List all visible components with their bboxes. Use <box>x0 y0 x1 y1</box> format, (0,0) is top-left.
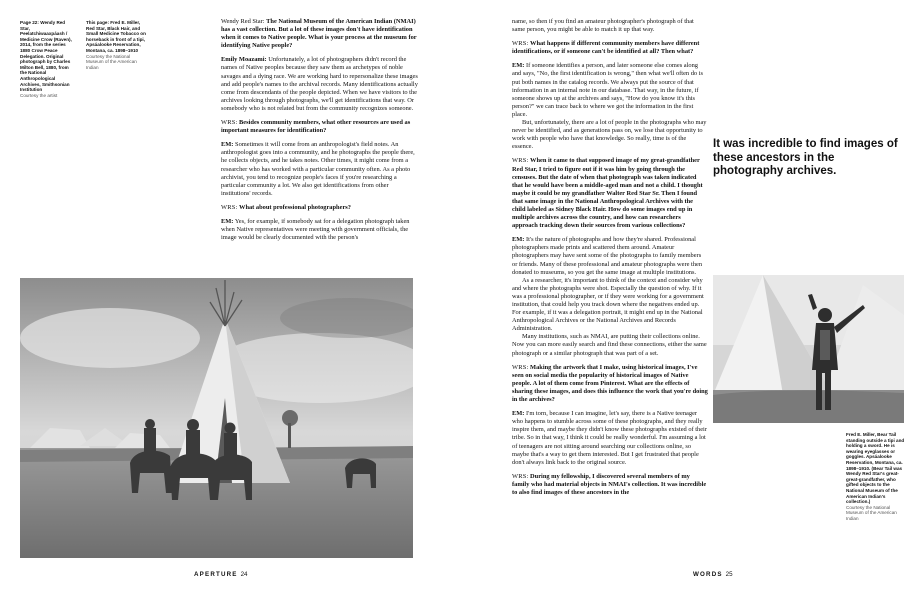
speaker-em: EM: <box>512 410 525 418</box>
folio-label: APERTURE <box>194 571 238 578</box>
speaker-wrs: WRS: <box>221 119 238 127</box>
answer-paragraph: But, unfortunately, there are a lot of people in the photographs who may never be identified, and as generations pass on, we lose that opportunity to work with people who have that knowledge. So really, time is of the essence. <box>512 119 707 151</box>
answer-text: It's the nature of photographs and how they're shared. Professional photographers made prints and scattered them around. Amateur photographers may have sent some of the photographs to family members or friends. Many of these professional and amateur photographs were then donated to museums, so you get the same image at multiple institutions. <box>512 236 703 276</box>
caption-text: Fred E. Miller, Bear Tail standing outside a tipi and holding a sword. He is wearing eyeglasses or goggles. Apsáalooke Reservation, Montana, ca. 1898–1910. (Bear Tail was Wendy Red Star's great-great-grandfather, who gifted objects to the National Museum of the American Indian's collection.) <box>846 432 905 505</box>
speaker-wrs: WRS: <box>512 472 529 480</box>
speaker-wrs: WRS: <box>512 40 529 48</box>
question-text: What about professional photographers? <box>239 203 351 211</box>
folio-left <box>194 571 247 578</box>
answer-text: I'm torn, because I can imagine, let's say, there is a Native teenager who happens to stumble across some of these photographs, and they really inspire them, and maybe they didn't know these photographs existed of their tribe. So in that way, I think it could be really wonderful. I'm assuming a lot of teenagers are not sitting around searching our collections online, so maybe that's a way to get them interested. But I get frustrated that people don't always link back to the original source. <box>512 410 707 466</box>
photo-illustration <box>713 275 904 423</box>
photo-illustration <box>20 278 413 558</box>
answer-text: Yes, for example, if somebody sat for a delegation photograph taken when Native representatives were meeting with government officials, the image would be clearly documented with the person's <box>221 217 410 242</box>
speaker-wrs: WRS: <box>512 157 529 165</box>
caption-credit: Courtesy the artist <box>20 92 58 98</box>
speaker-wrs: WRS: <box>512 363 529 371</box>
speaker-em: EM: <box>512 62 525 70</box>
caption-text: Fred E. Miller, Red Star, Black Hair, and Small Medicine Tobacco on horseback in front of a tipi, Apsáalooke Reservation, Montana, ca. 1898–1910 <box>86 20 146 53</box>
question-text: When it came to that supposed image of my great-grandfather Red Star, I tried to figure out if it was him by going through the censuses. But the date of when that photograph was taken indicated that he would have been a middle-aged man and not a child. I thought maybe it could be my grandfather Walter Red Star Sr. Then I found that same image in the National Anthropological Archives with the child labeled as Sidney Black Hair. How do some images end up in multiple archives across the country, and how can researchers approach tracking down their sources from various collections? <box>512 157 703 230</box>
speaker-wrs: WRS: <box>221 203 238 211</box>
answer-text: Unfortunately, a lot of photographers didn't record the names of Native peoples because they saw them as archetypes of noble savages and a dying race. We are working hard to repersonalize these images and add people's names to the archival records. Many identifications actually come from descendants of the people depicted. When we have visitors to the archives looking through photographs, we'll get identifications that way. Or somebody who is not related but from the community recognizes someone. <box>221 56 418 112</box>
folio-right <box>693 571 733 578</box>
continued-text: name, so then if you find an amateur photographer's photograph of that same person, you might be able to match it up that way. <box>512 18 694 34</box>
right-text-column <box>512 18 708 503</box>
caption-text: Wendy Red Star, Peelatchiwaaxpáash / Medicine Crow (Raven), 2014, from the series 1880 Crow Peace Delegation. Original photograph by Charles Milton Bell, 1880, from the National Anthropological Archives, Smithsonian Institution <box>20 20 72 93</box>
speaker-em: Emily Moazami: <box>221 56 267 64</box>
page-number: 25 <box>725 571 733 578</box>
folio-label: WORDS <box>693 571 723 578</box>
question-text: Besides community members, what other resources are used as important measures for identification? <box>221 119 411 135</box>
caption-bear-tail <box>846 432 906 522</box>
question-text: The National Museum of the American Indian (NMAI) has a vast collection. But a lot of these images don't have identification when it comes to Native people. What is your process at the museum for identifying Native people? <box>221 18 417 50</box>
caption-credit: Courtesy the National Museum of the American Indian <box>86 53 137 70</box>
answer-text: Sometimes it will come from an anthropologist's field notes. An anthropologist goes into a community, and he photographs the people there, he collects objects, and he takes notes. Other times, it might come from a researcher who has worked with a particular community often. As a photo archivist, you tend to recognize people's faces if you're researching a particular community a lot. We also get identifications from other institutions' records. <box>221 141 415 197</box>
answer-text: If someone identifies a person, and later someone else comes along and says, "No, the first identification is wrong," then what we'll often do is put both names in the catalog records. We always put the source of that information in an internal note in our database. That way, in the future, if someone shows up at the archives and says, "How do you know it's this person?" we can trace back to where we got the information in the first place. <box>512 62 703 118</box>
question-text: During my fellowship, I discovered several members of my family who had material objects in NMAI's collection. It was incredible to also find images of these ancestors in the <box>512 472 707 496</box>
photo-riders-tipi <box>20 278 413 558</box>
photo-bear-tail <box>713 275 904 423</box>
caption-credit: Courtesy the National Museum of the American Indian <box>846 504 897 521</box>
answer-paragraph: Many institutions, such as NMAI, are putting their collections online. Now you can more easily search and find these connections, either the same photograph or a similar photograph that was part of a set. <box>512 333 707 357</box>
speaker-em: EM: <box>221 141 234 149</box>
caption-label: This page: <box>86 20 109 25</box>
left-text-column <box>221 18 419 248</box>
caption-label: Page 22: <box>20 20 39 25</box>
speaker-em: EM: <box>512 236 525 244</box>
question-text: What happens if different community members have different identifications, or if someone can't be identified at all? Then what? <box>512 40 700 56</box>
speaker-wrs: Wendy Red Star: <box>221 18 265 25</box>
answer-paragraph: As a researcher, it's important to think of the context and consider why and where the photographs were shot. Especially the question of why. If it was a professional photographer, or if they were working for a government institution, that could help you track down where the negatives ended up. For example, if it was a delegation portrait, it might end up in the National Anthropological Archives or the National Archives and Records Administration. <box>512 276 704 333</box>
caption-this-page <box>86 20 146 70</box>
speaker-em: EM: <box>221 217 234 225</box>
question-text: Making the artwork that I make, using historical images, I've seen on social media the popularity of historical images of Native people. A lot of them come from Pinterest. What are the effects of sharing these images, and does this influence the work that you're doing in the archives? <box>512 363 708 404</box>
pull-quote: It was incredible to find images of these ancestors in the photography archives. <box>713 138 898 178</box>
page-number: 24 <box>240 571 248 578</box>
caption-page-22 <box>20 20 72 98</box>
